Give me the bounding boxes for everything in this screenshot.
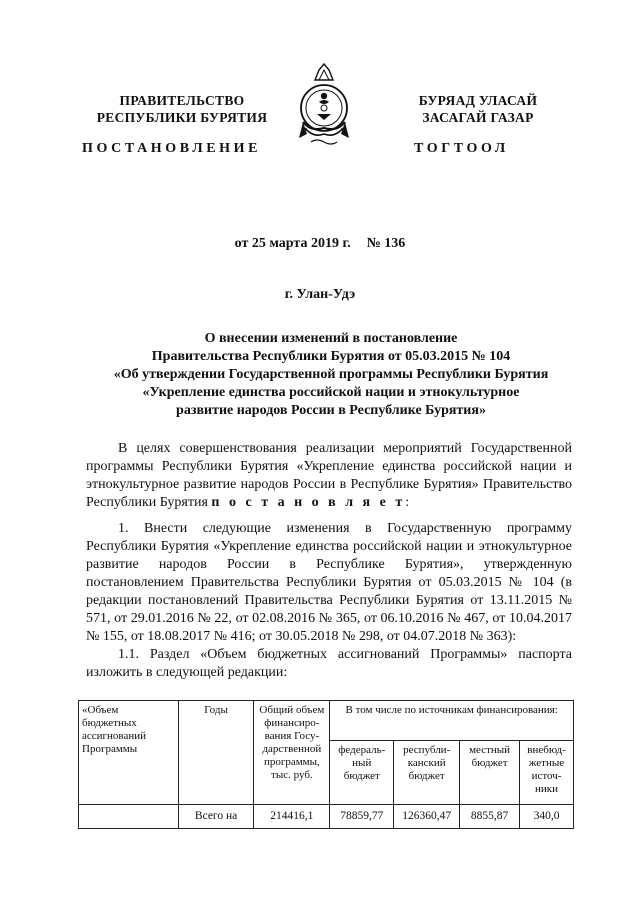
resolves-word: п о с т а н о в л я е т: [211, 495, 406, 510]
title-line: развитие народов России в Республике Бурятия»: [176, 403, 486, 418]
table-cell: Всего на: [178, 805, 254, 829]
table-header-cell: республи-канский бюджет: [394, 741, 460, 805]
table-cell: 78859,77: [330, 805, 394, 829]
table-header-cell: Общий объем финансиро-вания Госу-дарственной программы, тыс. руб.: [254, 701, 330, 805]
resolves-colon: :: [405, 495, 410, 510]
decree-number: № 136: [366, 236, 406, 251]
table-row: [79, 805, 574, 829]
title-line: Правительства Республики Бурятия от 05.03.2015 № 104: [151, 349, 511, 364]
title-line: «Об утверждении Государственной программы Республики Бурятия: [113, 367, 549, 382]
table-header-cell: федераль-ный бюджет: [330, 741, 394, 805]
item-1-1-paragraph: 1.1. Раздел «Объем бюджетных ассигнований Программы» паспорта изложить в следующей редакции:: [86, 647, 572, 680]
table-cell: [79, 805, 179, 829]
preamble-text: В целях совершенствования реализации мероприятий Государственной программы Республики Бурятия «Укрепление единства российской нации и этнокультурное развитие народов России в Республике Бурятия» Правительство Республики Бурятия: [86, 441, 572, 510]
republic-title: РЕСПУБЛИКИ БУРЯТИЯ: [96, 110, 268, 125]
title-line: «Укрепление единства российской нации и этнокультурное: [142, 385, 520, 400]
item-1-paragraph: 1. Внести следующие изменения в Государственную программу Республики Бурятия «Укрепление единства российской нации и этнокультурное развитие народов России в Республике Бурятия», утвержденную постановлением Правительства Республики Бурятия от 05.03.2015 № 104 (в редакции постановлений Правительства Республики Бурятия от 13.11.2015 № 571, от 29.01.2016 № 22, от 02.08.2016 № 365, от 06.10.2016 № 467, от 10.04.2017 № 155, от 18.08.2017 № 416; от 30.05.2018 № 298, от 04.07.2018 № 363):: [86, 521, 572, 644]
decree-date: от 25 марта 2019 г.: [234, 236, 351, 251]
decree-city: г. Улан-Удэ: [284, 287, 356, 302]
table-header-cell: местный бюджет: [460, 741, 520, 805]
government-title: ПРАВИТЕЛЬСТВО: [119, 93, 245, 108]
table-header-cell: В том числе по источникам финансирования:: [330, 701, 574, 741]
budget-allocation-table: [78, 700, 574, 829]
decree-title: [86, 330, 576, 420]
decree-date-number: [0, 236, 640, 252]
table-header-cell: внебюд-жетные источ-ники: [520, 741, 574, 805]
title-line: О внесении изменений в постановление: [204, 331, 458, 346]
preamble-paragraph: [86, 440, 572, 512]
republic-title-buryat: ЗАСАГАЙ ГАЗАР: [422, 110, 534, 125]
header-right-block: [378, 92, 578, 126]
table-cell: 340,0: [520, 805, 574, 829]
republic-of-buryatia-coat-of-arms-icon: [293, 58, 355, 158]
table-header-row: [79, 701, 574, 741]
government-title-buryat: БУРЯАД УЛАСАЙ: [418, 93, 538, 108]
header-left-block: [82, 92, 282, 126]
table-header-cell: Годы: [178, 701, 254, 805]
table-cell: 214416,1: [254, 805, 330, 829]
decree-body: [86, 440, 572, 690]
decree-label-buryat: ТОГТООЛ: [414, 141, 509, 156]
table-cell: 126360,47: [394, 805, 460, 829]
table-cell: 8855,87: [460, 805, 520, 829]
decree-label: ПОСТАНОВЛЕНИЕ: [82, 141, 262, 156]
table-header-cell: «Объем бюджетных ассигнований Программы: [79, 701, 179, 805]
